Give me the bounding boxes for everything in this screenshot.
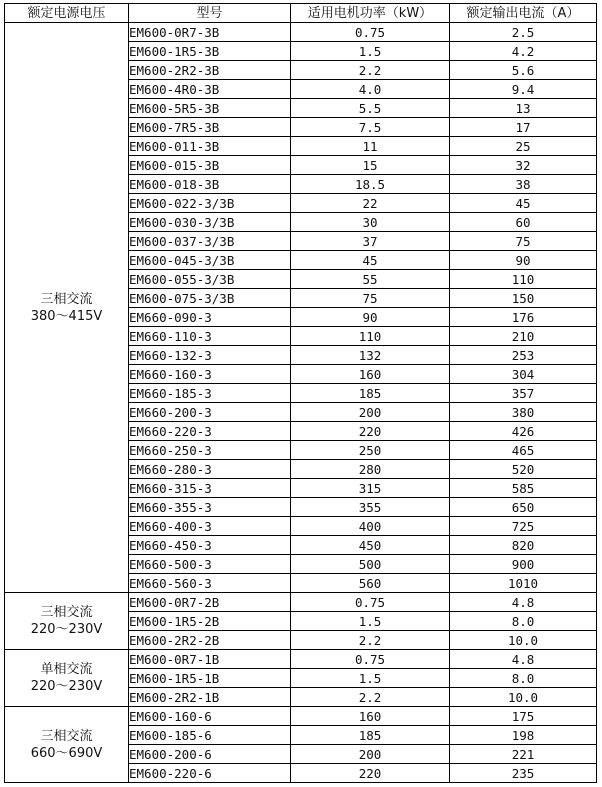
- spec-table: [4, 3, 597, 783]
- rated-current-cell: 820: [450, 536, 597, 555]
- table-body: [5, 23, 597, 783]
- rated-current-cell: 10.0: [450, 688, 597, 707]
- voltage-group-cell: [5, 23, 129, 593]
- voltage-range-label: 220～230V: [30, 679, 103, 694]
- rated-current-cell: 725: [450, 517, 597, 536]
- model-cell: EM600-1R5-3B: [129, 42, 291, 61]
- motor-power-cell: 2.2: [291, 61, 450, 80]
- model-cell: EM600-037-3/3B: [129, 232, 291, 251]
- table-row: [5, 707, 597, 726]
- rated-current-cell: 9.4: [450, 80, 597, 99]
- rated-current-cell: 17: [450, 118, 597, 137]
- motor-power-cell: 185: [291, 726, 450, 745]
- motor-power-cell: 220: [291, 422, 450, 441]
- voltage-range-label: 380～415V: [30, 308, 103, 324]
- rated-current-cell: 13: [450, 99, 597, 118]
- motor-power-cell: 400: [291, 517, 450, 536]
- motor-power-cell: 560: [291, 574, 450, 593]
- model-cell: EM660-250-3: [129, 441, 291, 460]
- rated-current-cell: 465: [450, 441, 597, 460]
- rated-current-cell: 5.6: [450, 61, 597, 80]
- voltage-range-label: 660～690V: [30, 745, 103, 761]
- rated-current-cell: 2.5: [450, 23, 597, 42]
- model-cell: EM600-1R5-1B: [129, 669, 291, 688]
- motor-power-cell: 0.75: [291, 593, 450, 612]
- model-cell: EM660-200-3: [129, 403, 291, 422]
- model-cell: EM600-0R7-3B: [129, 23, 291, 42]
- motor-power-cell: 15: [291, 156, 450, 175]
- model-cell: EM660-110-3: [129, 327, 291, 346]
- model-cell: EM600-055-3/3B: [129, 270, 291, 289]
- model-cell: EM600-0R7-1B: [129, 650, 291, 669]
- motor-power-cell: 315: [291, 479, 450, 498]
- model-cell: EM600-2R2-3B: [129, 61, 291, 80]
- motor-power-cell: 18.5: [291, 175, 450, 194]
- rated-current-cell: 176: [450, 308, 597, 327]
- rated-current-cell: 32: [450, 156, 597, 175]
- motor-power-cell: 30: [291, 213, 450, 232]
- motor-power-cell: 110: [291, 327, 450, 346]
- motor-power-cell: 200: [291, 745, 450, 764]
- model-cell: EM600-1R5-2B: [129, 612, 291, 631]
- motor-power-cell: 500: [291, 555, 450, 574]
- model-cell: EM600-011-3B: [129, 137, 291, 156]
- voltage-phase-label: 三相交流: [40, 605, 93, 620]
- header-model: 型号: [129, 4, 291, 23]
- rated-current-cell: 520: [450, 460, 597, 479]
- header-row: [5, 4, 597, 23]
- rated-current-cell: 357: [450, 384, 597, 403]
- table-row: [5, 23, 597, 42]
- motor-power-cell: 0.75: [291, 650, 450, 669]
- voltage-group-cell: [5, 593, 129, 650]
- model-cell: EM600-2R2-1B: [129, 688, 291, 707]
- motor-power-cell: 7.5: [291, 118, 450, 137]
- rated-current-cell: 75: [450, 232, 597, 251]
- motor-power-cell: 75: [291, 289, 450, 308]
- motor-power-cell: 90: [291, 308, 450, 327]
- rated-current-cell: 8.0: [450, 612, 597, 631]
- model-cell: EM600-022-3/3B: [129, 194, 291, 213]
- motor-power-cell: 132: [291, 346, 450, 365]
- model-cell: EM600-160-6: [129, 707, 291, 726]
- motor-power-cell: 37: [291, 232, 450, 251]
- header-voltage: 额定电源电压: [5, 4, 129, 23]
- motor-power-cell: 55: [291, 270, 450, 289]
- model-cell: EM660-450-3: [129, 536, 291, 555]
- motor-power-cell: 450: [291, 536, 450, 555]
- model-cell: EM600-018-3B: [129, 175, 291, 194]
- motor-power-cell: 22: [291, 194, 450, 213]
- rated-current-cell: 110: [450, 270, 597, 289]
- rated-current-cell: 198: [450, 726, 597, 745]
- model-cell: EM600-045-3/3B: [129, 251, 291, 270]
- voltage-group-cell: [5, 707, 129, 783]
- model-cell: EM660-090-3: [129, 308, 291, 327]
- model-cell: EM660-355-3: [129, 498, 291, 517]
- voltage-phase-label: 单相交流: [40, 662, 93, 677]
- rated-current-cell: 650: [450, 498, 597, 517]
- model-cell: EM660-132-3: [129, 346, 291, 365]
- model-cell: EM600-0R7-2B: [129, 593, 291, 612]
- table-row: [5, 650, 597, 669]
- motor-power-cell: 220: [291, 764, 450, 783]
- model-cell: EM660-500-3: [129, 555, 291, 574]
- rated-current-cell: 426: [450, 422, 597, 441]
- model-cell: EM660-315-3: [129, 479, 291, 498]
- motor-power-cell: 1.5: [291, 669, 450, 688]
- rated-current-cell: 221: [450, 745, 597, 764]
- model-cell: EM600-200-6: [129, 745, 291, 764]
- rated-current-cell: 4.8: [450, 593, 597, 612]
- rated-current-cell: 60: [450, 213, 597, 232]
- motor-power-cell: 185: [291, 384, 450, 403]
- motor-power-cell: 200: [291, 403, 450, 422]
- rated-current-cell: 25: [450, 137, 597, 156]
- model-cell: EM660-560-3: [129, 574, 291, 593]
- model-cell: EM600-075-3/3B: [129, 289, 291, 308]
- model-cell: EM660-280-3: [129, 460, 291, 479]
- header-rated-current: 额定输出电流（A）: [450, 4, 597, 23]
- motor-power-cell: 4.0: [291, 80, 450, 99]
- rated-current-cell: 304: [450, 365, 597, 384]
- model-cell: EM600-185-6: [129, 726, 291, 745]
- rated-current-cell: 150: [450, 289, 597, 308]
- model-cell: EM600-4R0-3B: [129, 80, 291, 99]
- motor-power-cell: 160: [291, 365, 450, 384]
- voltage-phase-label: 三相交流: [40, 728, 93, 744]
- rated-current-cell: 1010: [450, 574, 597, 593]
- motor-power-cell: 1.5: [291, 612, 450, 631]
- rated-current-cell: 175: [450, 707, 597, 726]
- rated-current-cell: 4.2: [450, 42, 597, 61]
- rated-current-cell: 585: [450, 479, 597, 498]
- motor-power-cell: 160: [291, 707, 450, 726]
- motor-power-cell: 280: [291, 460, 450, 479]
- motor-power-cell: 2.2: [291, 631, 450, 650]
- model-cell: EM660-400-3: [129, 517, 291, 536]
- model-cell: EM600-030-3/3B: [129, 213, 291, 232]
- header-motor-power: 适用电机功率（kW）: [291, 4, 450, 23]
- model-cell: EM600-5R5-3B: [129, 99, 291, 118]
- rated-current-cell: 10.0: [450, 631, 597, 650]
- motor-power-cell: 250: [291, 441, 450, 460]
- rated-current-cell: 380: [450, 403, 597, 422]
- model-cell: EM600-7R5-3B: [129, 118, 291, 137]
- table-row: [5, 593, 597, 612]
- rated-current-cell: 38: [450, 175, 597, 194]
- motor-power-cell: 45: [291, 251, 450, 270]
- motor-power-cell: 5.5: [291, 99, 450, 118]
- table-header: [5, 4, 597, 23]
- rated-current-cell: 4.8: [450, 650, 597, 669]
- model-cell: EM660-160-3: [129, 365, 291, 384]
- model-cell: EM600-015-3B: [129, 156, 291, 175]
- motor-power-cell: 0.75: [291, 23, 450, 42]
- motor-power-cell: 355: [291, 498, 450, 517]
- rated-current-cell: 900: [450, 555, 597, 574]
- motor-power-cell: 2.2: [291, 688, 450, 707]
- rated-current-cell: 45: [450, 194, 597, 213]
- model-cell: EM660-185-3: [129, 384, 291, 403]
- voltage-group-cell: [5, 650, 129, 707]
- rated-current-cell: 210: [450, 327, 597, 346]
- model-cell: EM600-2R2-2B: [129, 631, 291, 650]
- rated-current-cell: 90: [450, 251, 597, 270]
- rated-current-cell: 253: [450, 346, 597, 365]
- rated-current-cell: 8.0: [450, 669, 597, 688]
- voltage-phase-label: 三相交流: [40, 291, 93, 307]
- model-cell: EM660-220-3: [129, 422, 291, 441]
- motor-power-cell: 11: [291, 137, 450, 156]
- model-cell: EM600-220-6: [129, 764, 291, 783]
- motor-power-cell: 1.5: [291, 42, 450, 61]
- voltage-range-label: 220～230V: [30, 622, 103, 637]
- rated-current-cell: 235: [450, 764, 597, 783]
